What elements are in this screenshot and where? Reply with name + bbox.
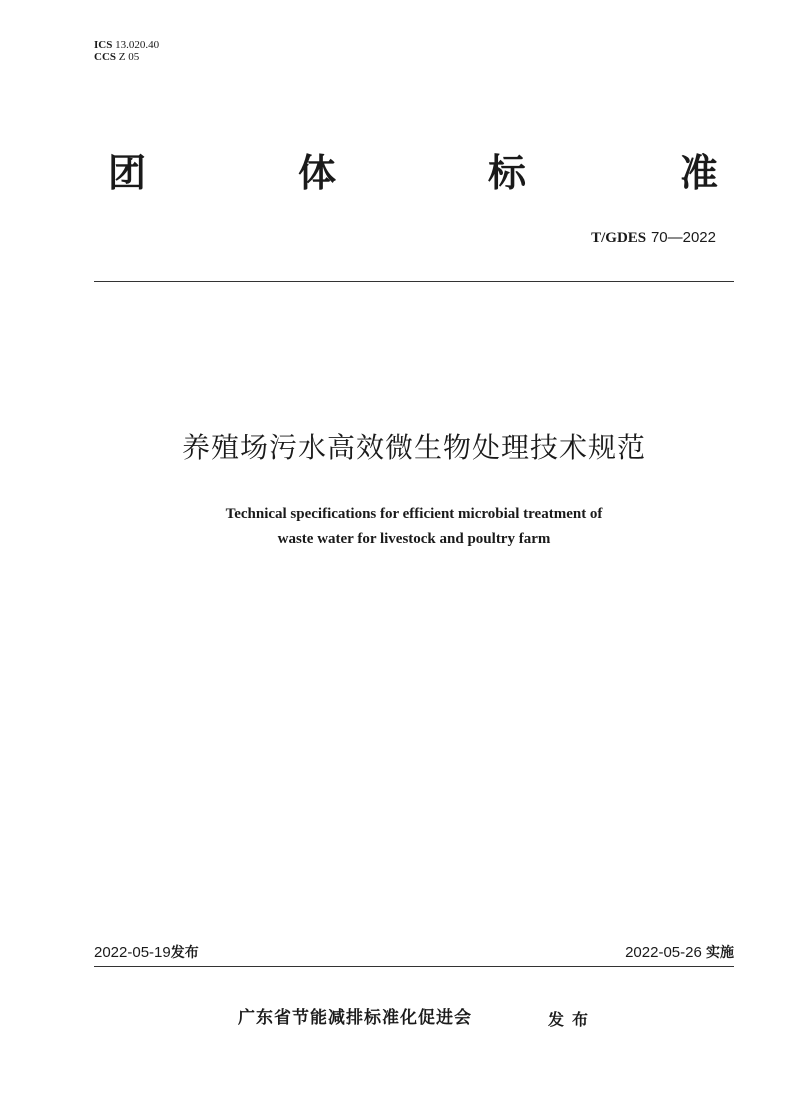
implement-date: 2022-05-26: [625, 944, 702, 961]
publish-label: 发布: [170, 945, 199, 961]
ics-label: ICS: [94, 39, 113, 51]
standard-type-char-4: 准: [680, 151, 719, 195]
title-chinese: 养殖场污水高效微生物处理技术规范: [181, 431, 646, 464]
classification-codes: [94, 39, 159, 63]
ccs-value: Z 05: [118, 51, 140, 63]
implement-date-block: [625, 944, 734, 962]
ccs-label: CCS: [94, 51, 117, 63]
top-divider: [94, 281, 734, 282]
issuer-name: 广东省节能减排标准化促进会: [238, 1008, 472, 1028]
title-english-line-2: waste water for livestock and poultry farm: [277, 531, 551, 547]
standard-type-char-2: 体: [298, 151, 337, 195]
standard-number: [591, 228, 716, 247]
implement-label: 实施: [706, 945, 734, 961]
standard-type-char-1: 团: [108, 151, 147, 195]
standard-number-value: 70—2022: [650, 229, 716, 246]
title-english: [0, 502, 792, 552]
ccs-code-line: [94, 51, 159, 63]
title-english-line-1: Technical specifications for efficient microbial treatment of: [225, 506, 603, 522]
publish-date-block: [94, 944, 199, 962]
standard-type-char-3: 标: [488, 151, 527, 195]
publish-date: 2022-05-19: [94, 944, 171, 961]
standard-number-prefix: T/GDES: [591, 230, 647, 246]
bottom-divider: [94, 966, 734, 967]
issuer-action: 发布: [548, 1010, 597, 1029]
ics-code-line: [94, 39, 159, 51]
ics-value: 13.020.40: [115, 39, 160, 51]
